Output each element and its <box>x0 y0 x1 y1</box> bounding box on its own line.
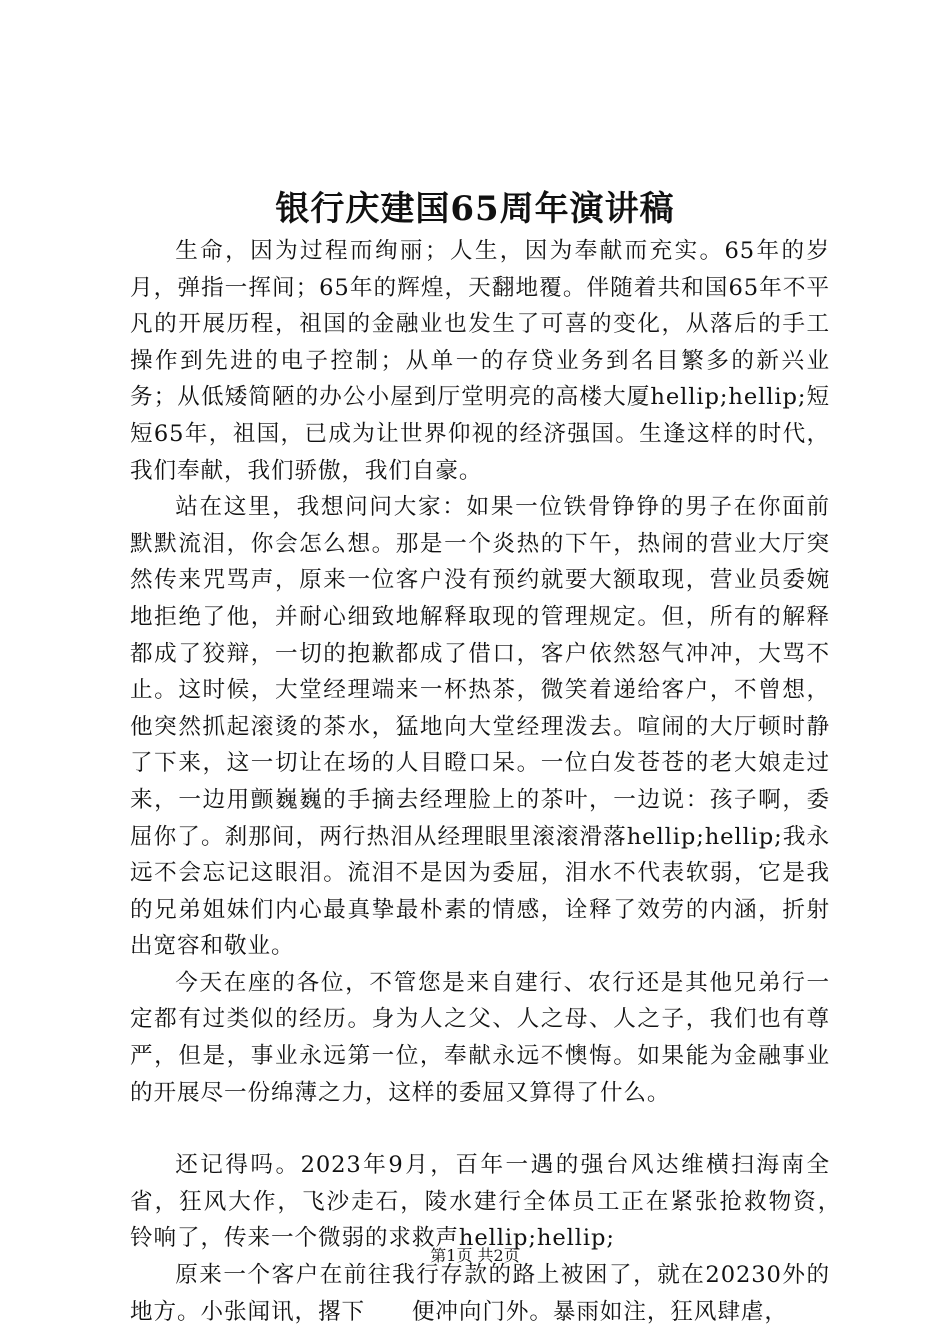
paragraph-4: 还记得吗。2023年9月，百年一遇的强台风达维横扫海南全省，狂风大作，飞沙走石，陵水建行全体员工正在紧张抢救物资， 铃响了，传来一个微弱的求救声hellip;hellip; <box>130 1152 877 1252</box>
document-title: 银行庆建国65周年演讲稿 <box>275 189 675 229</box>
paragraph-1: 生命，因为过程而绚丽；人生，因为奉献而充实。65年的岁月，弹指一挥间；65年的辉煌，天翻地覆。伴随着共和国65年不平凡的开展历程，祖国的金融业也发生了可喜的变化，从落后的手工操作到先进的电子控制；从单一的存贷业务到名目繁多的新兴业务；从低矮简陋的办公小屋到厅堂明亮的高楼大厦hellip;hellip;短短65年，祖国，已成为让世界仰视的经济强国。生逢这样的时代，我们奉献，我们骄傲，我们自豪。 <box>130 238 830 484</box>
paragraph-2: 站在这里，我想问问大家：如果一位铁骨铮铮的男子在你面前默默流泪，你会怎么想。那是一个炎热的下午，热闹的营业大厅突然传来咒骂声，原来一位客户没有预约就要大额取现，营业员委婉地拒绝了他，并耐心细致地解释取现的管理规定。但，所有的解释都成了狡辩，一切的抱歉都成了借口，客户依然怒气冲冲，大骂不止。这时候，大堂经理端来一杯热茶，微笑着递给客户，不曾想，他突然抓起滚烫的茶水，猛地向大堂经理泼去。喧闹的大厅顿时静了下来，这一切让在场的人目瞪口呆。一位白发苍苍的老大娘走过来，一边用颤巍巍的手摘去经理脸上的茶叶，一边说：孩子啊，委屈你了。刹那间，两行热泪从经理眼里滚滚滑落hellip;hellip;我永远不会忘记这眼泪。流泪不是因为委屈，泪水不代表软弱，它是我的兄弟姐妹们内心最真挚最朴素的情感，诠释了效劳的内涵，折射出宽容和敬业。 <box>130 494 830 960</box>
page-footer: 第1页 共2页 <box>430 1246 520 1265</box>
document-body <box>130 233 877 1330</box>
paragraph-5: 原来一个客户在前往我行存款的路上被困了，就在20230外的地方。小张闻讯，撂下 便冲向门外。暴雨如注，狂风肆虐， <box>130 1262 830 1325</box>
paragraph-3: 今天在座的各位，不管您是来自建行、农行还是其他兄弟行一定都有过类似的经历。身为人之父、人之母、人之子，我们也有尊严，但是，事业永远第一位，奉献永远不懊悔。如果能为金融事业的开展尽一份绵薄之力，这样的委屈又算得了什么。 <box>130 969 830 1106</box>
